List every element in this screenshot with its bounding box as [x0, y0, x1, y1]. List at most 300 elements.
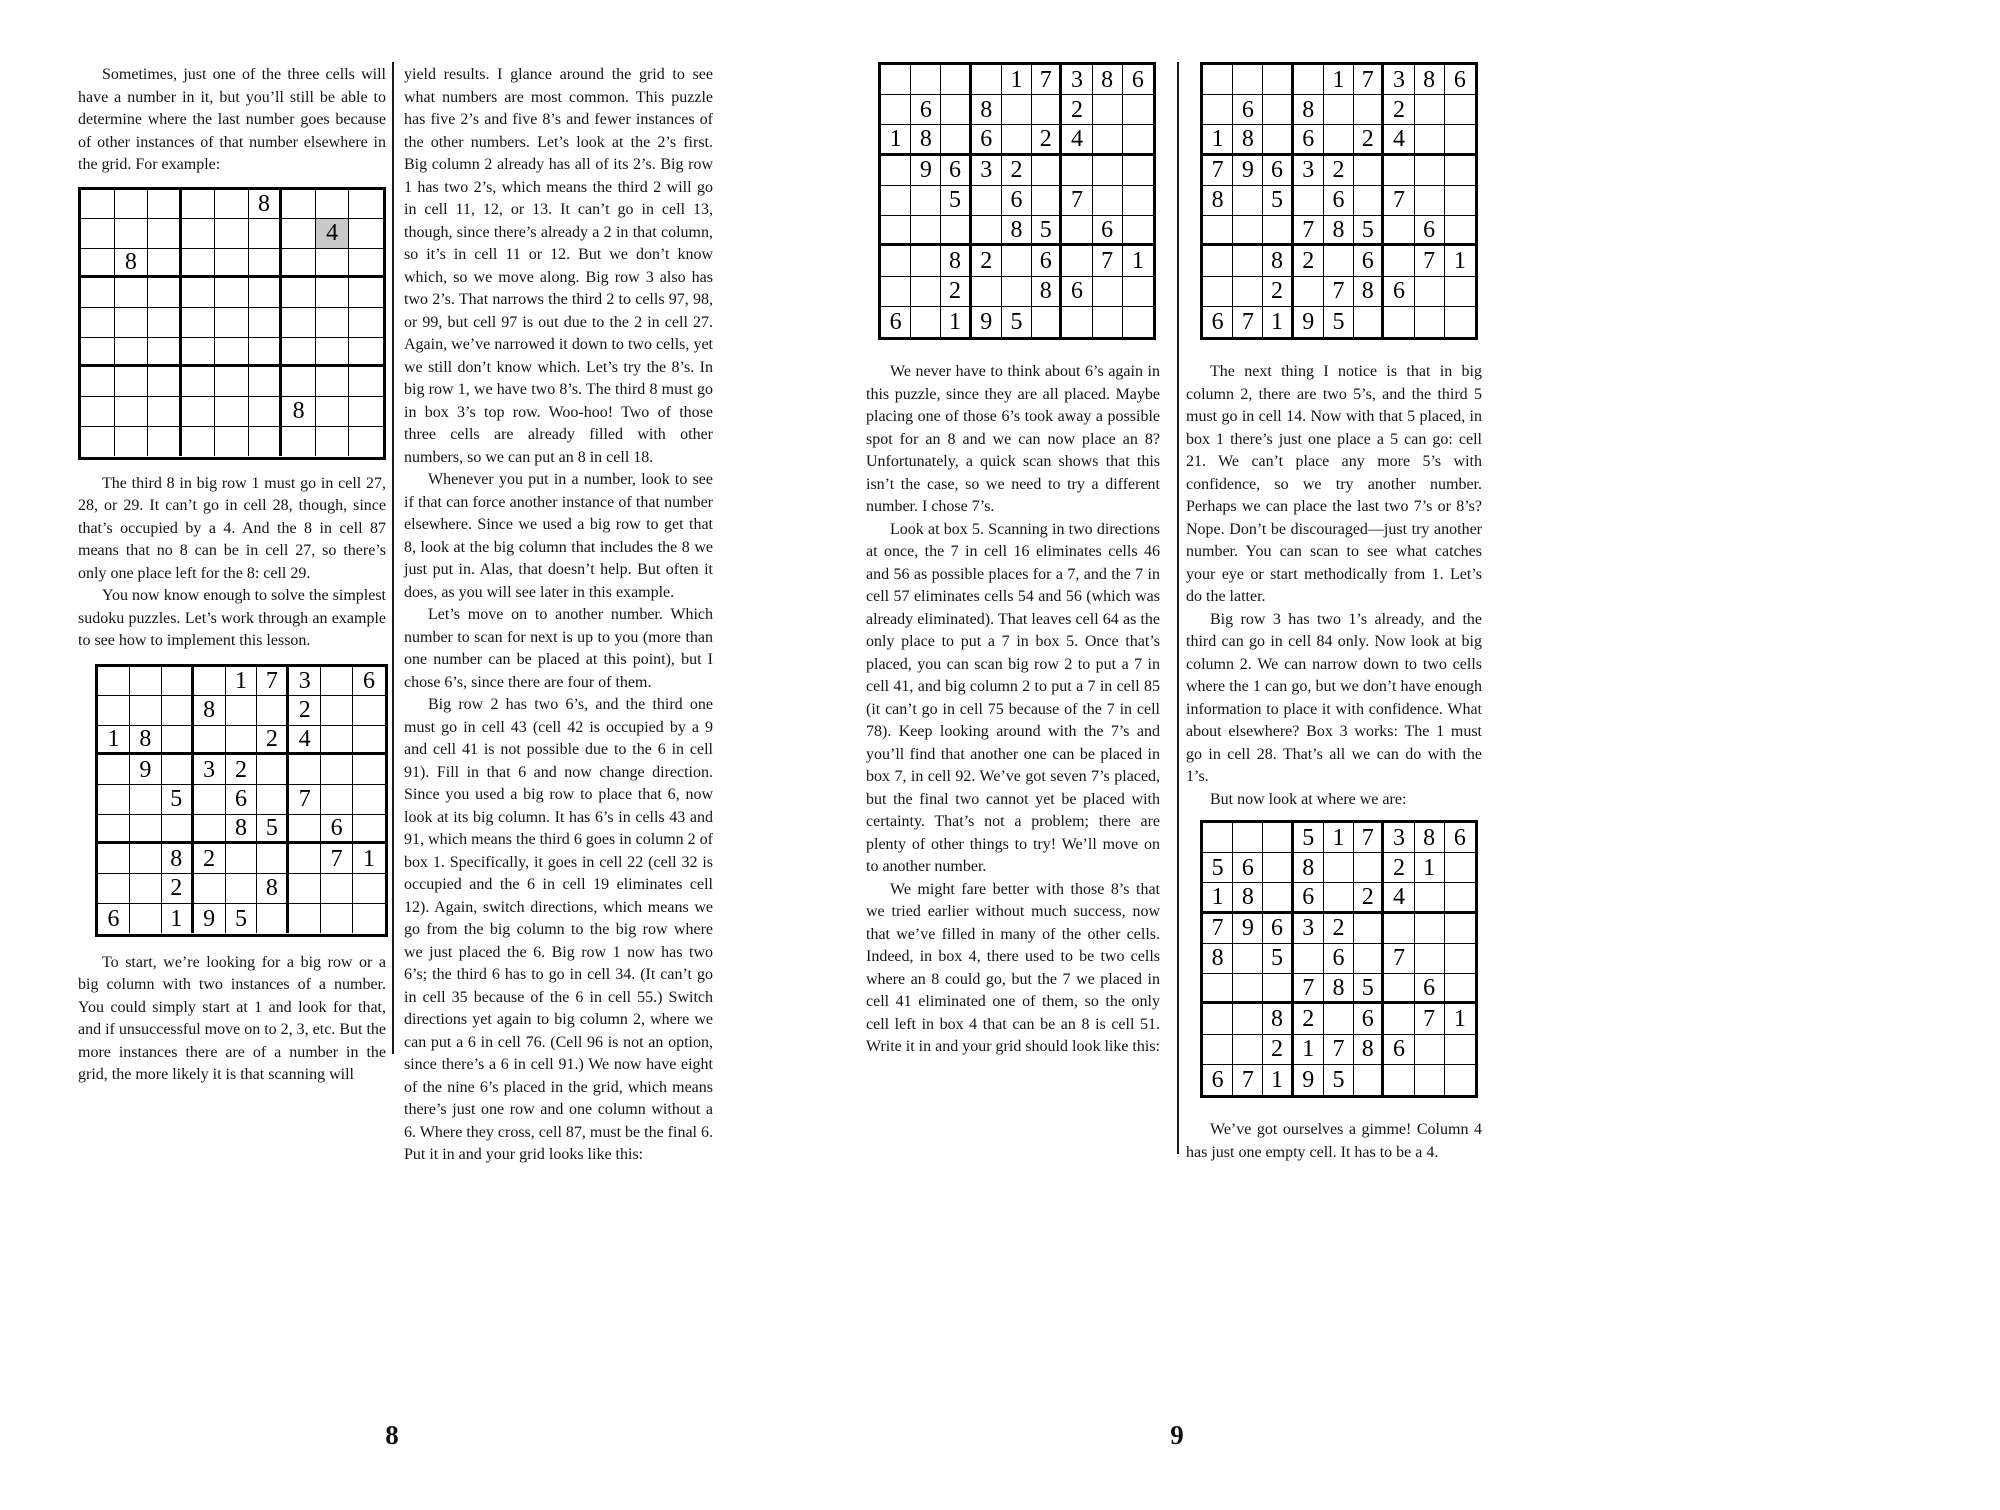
sudoku-cell-filled: 6 — [1002, 186, 1032, 216]
sudoku-cell-empty — [282, 308, 316, 338]
sudoku-cell-filled: 6 — [1415, 216, 1445, 246]
sudoku-cell-empty — [1032, 186, 1062, 216]
sudoku-cell-empty — [1324, 246, 1354, 276]
sudoku-cell-empty — [1294, 277, 1324, 307]
sudoku-cell-empty — [81, 367, 115, 397]
sudoku-cell-empty — [289, 874, 321, 904]
sudoku-cell-empty — [1032, 307, 1062, 337]
sudoku-cell-empty — [911, 216, 941, 246]
sudoku-cell-filled: 7 — [1354, 823, 1384, 853]
sudoku-cell-filled: 1 — [881, 125, 911, 155]
sudoku-cell-filled: 4 — [1384, 125, 1414, 155]
page8-column-2 — [404, 64, 713, 1167]
sudoku-cell-empty — [1093, 95, 1123, 125]
sudoku-cell-empty — [911, 65, 941, 95]
sudoku-cell-empty — [1415, 186, 1445, 216]
sudoku-cell-filled: 1 — [226, 667, 258, 697]
sudoku-cell-empty — [115, 338, 149, 368]
sudoku-cell-filled: 2 — [1062, 95, 1092, 125]
sudoku-cell-empty — [115, 397, 149, 427]
sudoku-cell-empty — [1294, 65, 1324, 95]
sudoku-cell-filled: 2 — [1384, 853, 1414, 883]
sudoku-cell-filled: 9 — [1294, 1065, 1324, 1095]
sudoku-cell-filled: 5 — [1032, 216, 1062, 246]
sudoku-cell-empty — [1093, 125, 1123, 155]
sudoku-cell-filled: 6 — [226, 785, 258, 815]
sudoku-cell-empty — [1415, 944, 1445, 974]
sudoku-cell-filled: 3 — [972, 156, 1002, 186]
sudoku-cell-empty — [194, 815, 226, 845]
sudoku-cell-empty — [1294, 186, 1324, 216]
sudoku-cell-empty — [1123, 277, 1153, 307]
sudoku-cell-empty — [1415, 1065, 1445, 1095]
sudoku-cell-empty — [182, 427, 216, 457]
sudoku-cell-filled: 2 — [1032, 125, 1062, 155]
page9-column-2 — [1186, 62, 1482, 1164]
sudoku-cell-empty — [1203, 277, 1233, 307]
sudoku-cell-empty — [98, 874, 130, 904]
sudoku-cell-empty — [1324, 125, 1354, 155]
sudoku-cell-filled: 7 — [1324, 1035, 1354, 1065]
sudoku-cell-filled: 3 — [1294, 156, 1324, 186]
sudoku-cell-empty — [148, 397, 182, 427]
sudoku-cell-empty — [249, 249, 283, 279]
sudoku-cell-empty — [1263, 974, 1293, 1004]
sudoku-cell-empty — [257, 696, 289, 726]
sudoku-cell-filled: 6 — [98, 904, 130, 934]
paragraph-sometimes: Sometimes, just one of the three cells will have a number in it, but you’ll still be able to determine where the last number goes because of other instances of that number elsewhere in the grid. For example: — [78, 66, 386, 173]
sudoku-cell-filled: 5 — [1203, 853, 1233, 883]
sudoku-cell-empty — [1445, 307, 1475, 337]
sudoku-cell-empty — [349, 308, 383, 338]
sudoku-cell-empty — [115, 190, 149, 220]
sudoku-cell-filled: 8 — [130, 726, 162, 756]
sudoku-cell-empty — [115, 427, 149, 457]
sudoku-cell-empty — [1324, 1004, 1354, 1034]
sudoku-cell-filled: 8 — [1233, 883, 1263, 913]
page8-column-divider — [392, 62, 394, 1054]
sudoku-cell-empty — [1002, 95, 1032, 125]
sudoku-cell-empty — [81, 249, 115, 279]
sudoku-cell-empty — [1415, 95, 1445, 125]
sudoku-cell-empty — [162, 755, 194, 785]
sudoku-cell-filled: 2 — [1384, 95, 1414, 125]
sudoku-cell-empty — [1233, 1004, 1263, 1034]
sudoku-cell-empty — [941, 95, 971, 125]
sudoku-cell-empty — [1233, 186, 1263, 216]
sudoku-cell-filled: 5 — [1263, 944, 1293, 974]
sudoku-cell-filled: 8 — [941, 246, 971, 276]
sudoku-cell-empty — [881, 277, 911, 307]
sudoku-cell-empty — [349, 427, 383, 457]
sudoku-cell-empty — [194, 874, 226, 904]
paragraph-third-8: The third 8 in big row 1 must go in cell 27, 28, or 29. It can’t go in cell 28, though, since that’s occupied by a 4. And the 8 in cell 87 means that no 8 can be in cell 27, so there’s only one place left for the 8: cell 29. — [78, 474, 386, 582]
sudoku-cell-empty — [1384, 307, 1414, 337]
sudoku-cell-empty — [1384, 914, 1414, 944]
sudoku-cell-filled: 9 — [1233, 914, 1263, 944]
sudoku-cell-empty — [1384, 1004, 1414, 1034]
sudoku-cell-filled: 6 — [1263, 156, 1293, 186]
sudoku-cell-filled: 6 — [1233, 95, 1263, 125]
sudoku-cell-filled: 3 — [289, 667, 321, 697]
sudoku-cell-empty — [194, 667, 226, 697]
sudoku-cell-filled: 6 — [1324, 186, 1354, 216]
sudoku-cell-empty — [282, 190, 316, 220]
sudoku-cell-empty — [182, 190, 216, 220]
sudoku-cell-empty — [941, 216, 971, 246]
sudoku-cell-empty — [1415, 914, 1445, 944]
sudoku-cell-empty — [941, 125, 971, 155]
sudoku-cell-empty — [115, 219, 149, 249]
sudoku-cell-filled: 1 — [1002, 65, 1032, 95]
paragraph-but-now-look: But now look at where we are: — [1210, 790, 1407, 808]
sudoku-cell-filled: 2 — [1263, 1035, 1293, 1065]
sudoku-cell-filled: 8 — [1354, 277, 1384, 307]
sudoku-cell-empty — [182, 249, 216, 279]
sudoku-cell-empty — [257, 785, 289, 815]
sudoku-cell-empty — [349, 338, 383, 368]
sudoku-cell-filled: 2 — [1324, 156, 1354, 186]
sudoku-cell-filled: 7 — [289, 785, 321, 815]
sudoku-cell-empty — [249, 219, 283, 249]
sudoku-grid-final — [1200, 820, 1478, 1098]
sudoku-cell-empty — [148, 190, 182, 220]
sudoku-cell-filled: 4 — [1384, 883, 1414, 913]
sudoku-cell-filled: 5 — [1324, 307, 1354, 337]
sudoku-cell-empty — [215, 338, 249, 368]
sudoku-cell-filled: 7 — [321, 844, 353, 874]
sudoku-cell-filled: 7 — [1324, 277, 1354, 307]
sudoku-cell-empty — [1415, 277, 1445, 307]
sudoku-cell-filled: 5 — [941, 186, 971, 216]
sudoku-cell-filled: 6 — [1294, 125, 1324, 155]
sudoku-cell-empty — [1324, 883, 1354, 913]
sudoku-cell-filled: 7 — [1093, 246, 1123, 276]
sudoku-cell-empty — [130, 815, 162, 845]
sudoku-cell-filled: 6 — [881, 307, 911, 337]
sudoku-cell-filled: 2 — [162, 874, 194, 904]
sudoku-cell-empty — [881, 156, 911, 186]
paragraph-gimme: We’ve got ourselves a gimme! Column 4 has just one empty cell. It has to be a 4. — [1186, 1121, 1482, 1161]
sudoku-cell-empty — [1203, 1004, 1233, 1034]
sudoku-cell-empty — [215, 397, 249, 427]
sudoku-cell-filled: 8 — [1002, 216, 1032, 246]
sudoku-cell-empty — [1093, 277, 1123, 307]
paragraph-look-at-box-5: Look at box 5. Scanning in two directions at once, the 7 in cell 16 eliminates cells 46 and 56 as possible places for a 7, and the 7 in cell 57 eliminates cells 54 and 56 (which was already eliminated). That leaves cell 64 as the only place to put a 7 in box 5. Once that’s placed, you can scan big row 2 to put a 7 in cell 41, and big column 2 to put a 7 in cell 85 (it can’t go in cell 75 because of the 7 in cell 78). Keep looking around with the 7’s and you’ll find that another one can be placed in box 7, in cell 92. We’ve got seven 7’s placed, but the final two cannot yet be placed with certainty. That’s not a problem; there are plenty of other things to try! We’ll move on to another number. — [866, 520, 1160, 875]
sudoku-cell-empty — [1263, 853, 1293, 883]
sudoku-cell-empty — [353, 726, 385, 756]
sudoku-cell-filled: 9 — [130, 755, 162, 785]
sudoku-cell-empty — [911, 307, 941, 337]
page8-column-1 — [78, 64, 386, 1087]
sudoku-cell-filled: 6 — [1123, 65, 1153, 95]
sudoku-cell-filled: 6 — [1263, 914, 1293, 944]
sudoku-cell-empty — [1123, 156, 1153, 186]
sudoku-cell-empty — [911, 186, 941, 216]
sudoku-cell-filled: 4 — [289, 726, 321, 756]
sudoku-cell-filled: 6 — [1354, 1004, 1384, 1034]
sudoku-cell-filled: 7 — [1415, 1004, 1445, 1034]
sudoku-cell-empty — [1123, 95, 1153, 125]
sudoku-cell-empty — [289, 904, 321, 934]
sudoku-cell-empty — [282, 219, 316, 249]
sudoku-cell-highlighted: 4 — [316, 219, 350, 249]
sudoku-cell-filled: 6 — [1445, 823, 1475, 853]
sudoku-cell-filled: 2 — [1263, 277, 1293, 307]
sudoku-cell-empty — [1263, 65, 1293, 95]
paragraph-big-row-3: Big row 3 has two 1’s already, and the third can go in cell 84 only. Now look at big column 2. We can narrow down to two cells where the 1 can go, but we don’t have enough information to place it with confidence. What about elsewhere? Box 3 works: The 1 must go in cell 28. That’s all we can do with the 1’s. — [1186, 610, 1482, 785]
sudoku-cell-empty — [81, 397, 115, 427]
sudoku-cell-empty — [1445, 186, 1475, 216]
sudoku-cell-empty — [148, 427, 182, 457]
sudoku-cell-filled: 1 — [941, 307, 971, 337]
sudoku-cell-empty — [881, 65, 911, 95]
sudoku-cell-empty — [215, 427, 249, 457]
sudoku-cell-filled: 7 — [1203, 156, 1233, 186]
sudoku-cell-filled: 7 — [1062, 186, 1092, 216]
sudoku-cell-empty — [162, 726, 194, 756]
sudoku-cell-empty — [226, 874, 258, 904]
sudoku-cell-empty — [249, 397, 283, 427]
sudoku-cell-filled: 2 — [1294, 246, 1324, 276]
sudoku-cell-filled: 7 — [1233, 307, 1263, 337]
sudoku-cell-empty — [98, 785, 130, 815]
sudoku-cell-filled: 8 — [1032, 277, 1062, 307]
sudoku-cell-filled: 5 — [1002, 307, 1032, 337]
sudoku-cell-empty — [1445, 974, 1475, 1004]
sudoku-cell-empty — [941, 65, 971, 95]
sudoku-cell-empty — [1093, 307, 1123, 337]
sudoku-cell-empty — [1445, 1065, 1475, 1095]
sudoku-cell-filled: 7 — [1032, 65, 1062, 95]
sudoku-cell-empty — [215, 308, 249, 338]
sudoku-cell-empty — [1354, 914, 1384, 944]
sudoku-cell-filled: 1 — [1263, 1065, 1293, 1095]
page9-column-1 — [866, 62, 1160, 1059]
sudoku-cell-empty — [1203, 823, 1233, 853]
sudoku-cell-empty — [1354, 95, 1384, 125]
sudoku-cell-filled: 2 — [289, 696, 321, 726]
sudoku-cell-filled: 8 — [194, 696, 226, 726]
sudoku-cell-filled: 8 — [1354, 1035, 1384, 1065]
sudoku-cell-filled: 8 — [282, 397, 316, 427]
sudoku-grid-start — [95, 664, 388, 937]
sudoku-cell-filled: 8 — [1415, 65, 1445, 95]
sudoku-cell-filled: 8 — [1324, 216, 1354, 246]
sudoku-cell-filled: 1 — [1445, 246, 1475, 276]
sudoku-cell-empty — [1324, 853, 1354, 883]
sudoku-cell-empty — [1384, 246, 1414, 276]
sudoku-cell-empty — [81, 190, 115, 220]
paragraph-lets-move-on: Let’s move on to another number. Which number to scan for next is up to you (more than one number can be placed at this point), but I chose 6’s, since there are four of them. — [404, 606, 713, 691]
sudoku-cell-empty — [349, 190, 383, 220]
sudoku-cell-empty — [1445, 853, 1475, 883]
sudoku-cell-empty — [321, 726, 353, 756]
sudoku-cell-filled: 1 — [1203, 125, 1233, 155]
sudoku-cell-empty — [130, 785, 162, 815]
sudoku-cell-empty — [130, 874, 162, 904]
sudoku-cell-empty — [1354, 186, 1384, 216]
sudoku-cell-filled: 6 — [1384, 277, 1414, 307]
sudoku-cell-empty — [148, 367, 182, 397]
sudoku-cell-filled: 7 — [1354, 65, 1384, 95]
sudoku-cell-filled: 6 — [353, 667, 385, 697]
sudoku-cell-filled: 3 — [194, 755, 226, 785]
sudoku-cell-empty — [1203, 216, 1233, 246]
sudoku-cell-empty — [1203, 974, 1233, 1004]
sudoku-cell-filled: 8 — [1294, 95, 1324, 125]
sudoku-cell-filled: 5 — [226, 904, 258, 934]
sudoku-cell-empty — [1384, 216, 1414, 246]
sudoku-cell-empty — [1354, 1065, 1384, 1095]
page9-column-divider — [1177, 62, 1179, 1154]
sudoku-cell-empty — [1415, 307, 1445, 337]
sudoku-cell-empty — [1093, 186, 1123, 216]
sudoku-cell-empty — [1415, 125, 1445, 155]
paragraph-yield-results: yield results. I glance around the grid to see what numbers are most common. This puzzle has five 2’s and five 8’s and fewer instances of the other numbers. Let’s look at the 2’s first. Big column 2 already has all of its 2’s. Big row 1 has two 2’s, which means the third 2 will go in cell 11, 12, or 13. It can’t go in cell 13, though, since there’s already a 2 in that column, so it’s in cell 11 or 12. But we don’t know which, so we move along. Big row 3 also has two 2’s. That narrows the third 2 to cells 97, 98, or 99, but cell 97 is out due to the 2 in cell 27. Again, we’ve narrowed it down to two cells, yet we still don’t know which. Let’s try the 8’s. In big row 1, we have two 8’s. The third 8 must go in box 3’s top row. Woo-hoo! Two of those three cells are already filled with other numbers, so we can put an 8 in cell 18. — [404, 66, 713, 466]
sudoku-cell-filled: 2 — [226, 755, 258, 785]
sudoku-cell-empty — [1203, 246, 1233, 276]
sudoku-cell-empty — [289, 815, 321, 845]
sudoku-cell-empty — [162, 667, 194, 697]
sudoku-cell-empty — [1445, 95, 1475, 125]
sudoku-cell-empty — [1233, 1035, 1263, 1065]
sudoku-cell-empty — [316, 338, 350, 368]
sudoku-cell-filled: 7 — [1384, 186, 1414, 216]
sudoku-cell-filled: 7 — [1294, 216, 1324, 246]
sudoku-cell-empty — [148, 219, 182, 249]
sudoku-cell-empty — [1002, 125, 1032, 155]
sudoku-cell-empty — [1123, 307, 1153, 337]
sudoku-cell-empty — [1445, 125, 1475, 155]
sudoku-cell-empty — [148, 308, 182, 338]
paragraph-we-never: We never have to think about 6’s again in this puzzle, since they are all placed. Maybe placing one of those 6’s took away a possible spot for an 8 and we can now place an 8? Unfortunately, a quick scan shows that this isn’t the case, so we need to try a different number. I chose 7’s. — [866, 363, 1160, 515]
sudoku-cell-empty — [321, 785, 353, 815]
sudoku-cell-filled: 2 — [1294, 1004, 1324, 1034]
sudoku-cell-empty — [182, 397, 216, 427]
sudoku-cell-empty — [282, 338, 316, 368]
sudoku-cell-empty — [881, 216, 911, 246]
sudoku-cell-empty — [1233, 974, 1263, 1004]
sudoku-cell-filled: 5 — [1354, 216, 1384, 246]
sudoku-cell-empty — [316, 190, 350, 220]
sudoku-cell-empty — [1002, 246, 1032, 276]
sudoku-cell-filled: 9 — [194, 904, 226, 934]
sudoku-cell-filled: 8 — [1233, 125, 1263, 155]
sudoku-cell-empty — [349, 397, 383, 427]
sudoku-cell-filled: 6 — [321, 815, 353, 845]
sudoku-cell-filled: 3 — [1384, 823, 1414, 853]
sudoku-cell-empty — [130, 844, 162, 874]
sudoku-cell-empty — [257, 904, 289, 934]
sudoku-cell-empty — [194, 726, 226, 756]
sudoku-cell-filled: 2 — [972, 246, 1002, 276]
sudoku-cell-filled: 5 — [1324, 1065, 1354, 1095]
sudoku-cell-empty — [1415, 883, 1445, 913]
sudoku-cell-empty — [98, 815, 130, 845]
sudoku-cell-filled: 6 — [911, 95, 941, 125]
paragraph-next-thing: The next thing I notice is that in big column 2, there are two 5’s, and the third 5 must go in cell 14. Now with that 5 placed, in box 1 there’s just one place a 5 can go: cell 21. We can’t place any more 5’s with confidence, so we try another number. Perhaps we can place the last two 7’s or 8’s? Nope. Don’t be discouraged—just try another number. You can scan to see what catches your eye or start methodically from 1. Let’s do the latter. — [1186, 363, 1482, 605]
sudoku-cell-empty — [226, 844, 258, 874]
sudoku-cell-empty — [1324, 95, 1354, 125]
sudoku-cell-filled: 7 — [1294, 974, 1324, 1004]
sudoku-cell-empty — [257, 755, 289, 785]
sudoku-cell-empty — [1233, 277, 1263, 307]
sudoku-cell-filled: 5 — [162, 785, 194, 815]
sudoku-cell-empty — [1384, 974, 1414, 1004]
sudoku-cell-empty — [289, 844, 321, 874]
sudoku-cell-empty — [81, 308, 115, 338]
paragraph-whenever: Whenever you put in a number, look to see if that can force another instance of that number elsewhere. Since we used a big row to get that 8, look at the big column that includes the 8 we just put in. Alas, that doesn’t help. But often it does, as you will see later in this example. — [404, 471, 713, 601]
sudoku-cell-empty — [1233, 216, 1263, 246]
sudoku-cell-empty — [182, 338, 216, 368]
sudoku-cell-empty — [1062, 156, 1092, 186]
sudoku-cell-filled: 8 — [1203, 944, 1233, 974]
sudoku-cell-filled: 8 — [226, 815, 258, 845]
sudoku-cell-empty — [182, 278, 216, 308]
sudoku-cell-empty — [972, 216, 1002, 246]
sudoku-cell-empty — [1263, 823, 1293, 853]
sudoku-cell-filled: 6 — [1354, 246, 1384, 276]
sudoku-cell-filled: 1 — [1324, 65, 1354, 95]
paragraph-to-start: To start, we’re looking for a big row or a big column with two instances of a number. You could simply start at 1 and look for that, and if unsuccessful move on to 2, 3, etc. But the more instances there are of a number in the grid, the more likely it is that scanning will — [78, 953, 386, 1083]
sudoku-cell-empty — [881, 95, 911, 125]
sudoku-cell-empty — [162, 815, 194, 845]
sudoku-cell-filled: 5 — [1263, 186, 1293, 216]
sudoku-cell-empty — [282, 427, 316, 457]
paragraph-you-now-know: You now know enough to solve the simplest sudoku puzzles. Let’s work through an example to see how to implement this lesson. — [78, 587, 386, 649]
sudoku-cell-empty — [162, 696, 194, 726]
sudoku-cell-empty — [98, 755, 130, 785]
sudoku-cell-empty — [81, 338, 115, 368]
sudoku-cell-empty — [215, 219, 249, 249]
sudoku-cell-filled: 2 — [194, 844, 226, 874]
sudoku-cell-empty — [1354, 156, 1384, 186]
sudoku-cell-empty — [972, 65, 1002, 95]
sudoku-cell-empty — [1445, 1035, 1475, 1065]
sudoku-cell-empty — [1263, 883, 1293, 913]
sudoku-cell-empty — [1384, 156, 1414, 186]
sudoku-cell-empty — [349, 249, 383, 279]
sudoku-cell-empty — [1263, 95, 1293, 125]
sudoku-cell-filled: 8 — [1263, 246, 1293, 276]
sudoku-cell-filled: 2 — [1354, 125, 1384, 155]
sudoku-cell-empty — [349, 367, 383, 397]
page-number-right: 9 — [1170, 1420, 1184, 1450]
sudoku-cell-empty — [1123, 186, 1153, 216]
sudoku-cell-empty — [194, 785, 226, 815]
sudoku-cell-empty — [353, 755, 385, 785]
sudoku-cell-filled: 2 — [1354, 883, 1384, 913]
sudoku-cell-filled: 2 — [941, 277, 971, 307]
sudoku-cell-empty — [1062, 307, 1092, 337]
sudoku-cell-filled: 8 — [1294, 853, 1324, 883]
sudoku-cell-filled: 6 — [972, 125, 1002, 155]
sudoku-cell-empty — [881, 186, 911, 216]
sudoku-cell-empty — [911, 277, 941, 307]
sudoku-cell-empty — [1203, 95, 1233, 125]
sudoku-cell-empty — [349, 278, 383, 308]
sudoku-cell-empty — [182, 367, 216, 397]
sudoku-cell-filled: 1 — [98, 726, 130, 756]
sudoku-cell-filled: 9 — [911, 156, 941, 186]
sudoku-cell-empty — [1445, 277, 1475, 307]
sudoku-cell-filled: 6 — [1032, 246, 1062, 276]
sudoku-cell-empty — [249, 338, 283, 368]
sudoku-cell-empty — [1123, 216, 1153, 246]
sudoku-cell-empty — [249, 427, 283, 457]
sudoku-cell-filled: 7 — [1233, 1065, 1263, 1095]
